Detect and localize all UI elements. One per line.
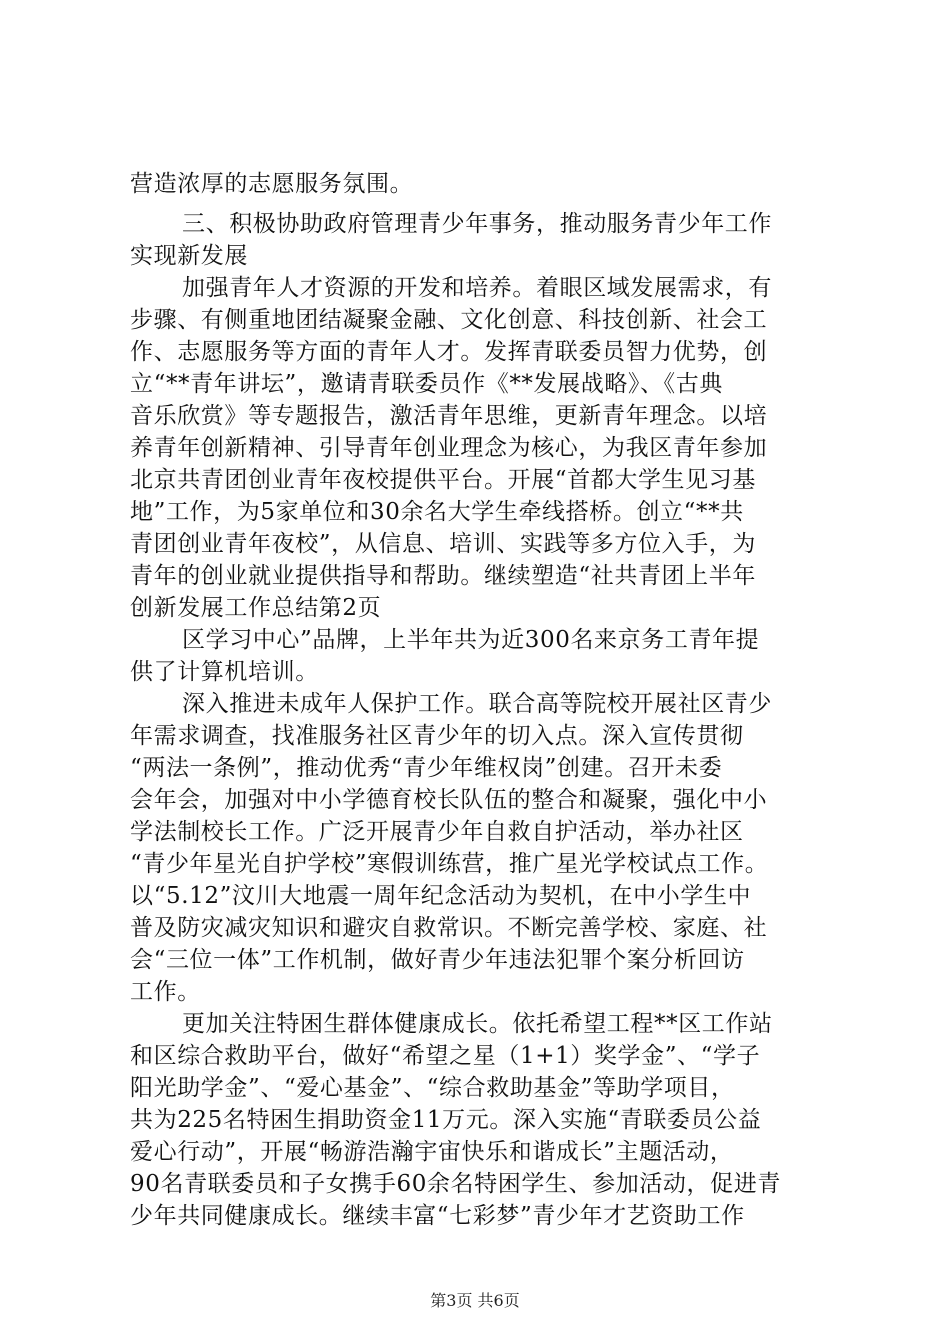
text-line: 立“**青年讲坛”，邀请青联委员作《**发展战略》、《古典 [130, 371, 723, 397]
text-line: 音乐欣赏》等专题报告，激活青年思维，更新青年理念。以培 [130, 403, 768, 429]
text-line: “青少年星光自护学校”寒假训练营，推广星光学校试点工作。 [130, 851, 769, 877]
page-footer: 第3页 共6页 [430, 1291, 520, 1310]
text-line: 共为225名特困生捐助资金11万元。深入实施“青联委员公益 [130, 1107, 762, 1133]
text-line: 养青年创新精神、引导青年创业理念为核心，为我区青年参加 [130, 435, 768, 461]
text-line: 创新发展工作总结第2页 [130, 595, 382, 621]
text-line: 阳光助学金”、“爱心基金”、“综合救助基金”等助学项目， [130, 1075, 735, 1101]
text-line: 地”工作，为5家单位和30余名大学生牵线搭桥。创立“**共 [130, 499, 744, 525]
text-line: 营造浓厚的志愿服务氛围。 [130, 171, 414, 197]
text-line: 青年的创业就业提供指导和帮助。继续塑造“社共青团上半年 [130, 563, 756, 589]
text-line: 会年会，加强对中小学德育校长队伍的整合和凝聚，强化中小 [130, 787, 768, 813]
text-line: 以“5.12”汶川大地震一周年纪念活动为契机，在中小学生中 [130, 883, 752, 909]
text-line: 北京共青团创业青年夜校提供平台。开展“首都大学生见习基 [130, 467, 756, 493]
text-line: “两法一条例”，推动优秀“青少年维权岗”创建。召开未委 [130, 755, 723, 781]
section-heading-line: 三、积极协助政府管理青少年事务，推动服务青少年工作 [182, 211, 772, 237]
text-line: 学法制校长工作。广泛开展青少年自救自护活动，举办社区 [130, 819, 744, 845]
text-line: 步骤、有侧重地团结凝聚金融、文化创意、科技创新、社会工 [130, 307, 768, 333]
text-line: 工作。 [130, 979, 201, 1005]
paragraph-start-line: 区学习中心”品牌，上半年共为近300名来京务工青年提 [182, 627, 760, 653]
text-line: 青团创业青年夜校”，从信息、培训、实践等多方位入手，为 [130, 531, 756, 557]
text-line: 和区综合救助平台，做好“希望之星（1+1）奖学金”、“学子 [130, 1043, 761, 1069]
section-heading-line: 实现新发展 [130, 243, 248, 269]
text-line: 普及防灾减灾知识和避灾自救常识。不断完善学校、家庭、社 [130, 915, 768, 941]
text-line: 作、志愿服务等方面的青年人才。发挥青联委员智力优势，创 [130, 339, 768, 365]
text-line: 年需求调查，找准服务社区青少年的切入点。深入宣传贯彻 [130, 723, 744, 749]
text-line: 会“三位一体”工作机制，做好青少年违法犯罪个案分析回访 [130, 947, 745, 973]
paragraph-start-line: 深入推进未成年人保护工作。联合高等院校开展社区青少 [182, 691, 772, 717]
paragraph-start-line: 加强青年人才资源的开发和培养。着眼区域发展需求，有 [182, 275, 772, 301]
text-line: 90名青联委员和子女携手60余名特困学生、参加活动，促进青 [130, 1171, 781, 1197]
paragraph-start-line: 更加关注特困生群体健康成长。依托希望工程**区工作站 [182, 1011, 773, 1037]
text-line: 少年共同健康成长。继续丰富“七彩梦”青少年才艺资助工作 [130, 1203, 745, 1229]
text-line: 供了计算机培训。 [130, 659, 319, 685]
text-line: 爱心行动”，开展“畅游浩瀚宇宙快乐和谐成长”主题活动， [130, 1139, 734, 1165]
